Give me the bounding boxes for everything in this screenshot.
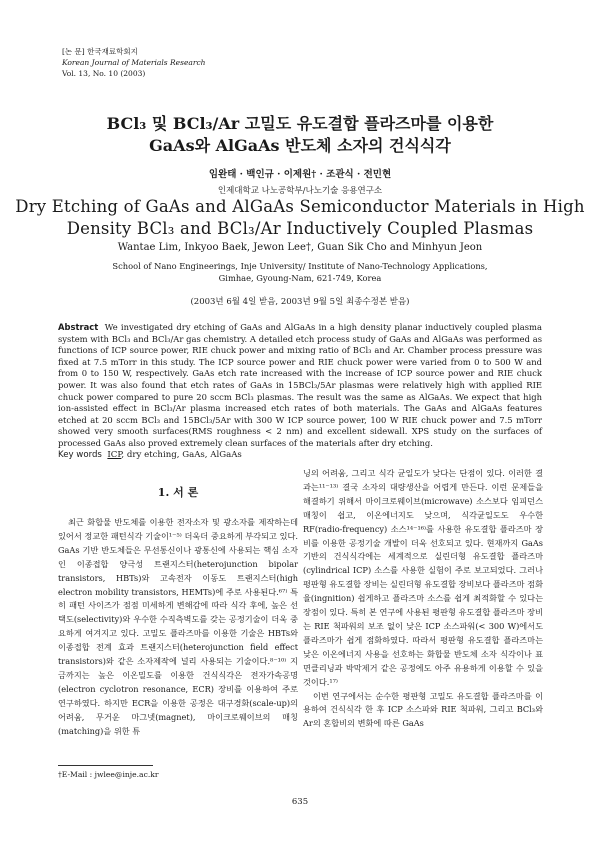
- journal-header-line2: Korean Journal of Materials Research: [62, 58, 206, 67]
- abstract-text: We investigated dry etching of GaAs and AlGaAs in a high density planar inductively coupled plasma system with BCl₃ and BCl₃/Ar gas chemistry. A detailed etch process study of GaAs and AlGaAs was performed as functions of ICP source power, RIE chuck power and mixing ratio of BCl₃ and Ar. Chamber process pressure was fixed at 7.5 mTorr in this study. The ICP source power and RIE chuck power were varied from 0 to 500 W and from 0 to 150 W, respectively. GaAs etch rate increased with the increase of ICP source power and RIE chuck power. It was also found that etch rates of GaAs in 15BCl₃/5Ar plasmas were relatively high with applied RIE chuck power compared to pure 20 sccm BCl₃ plasmas. The result was the same as AlGaAs. We expect that high ion-assisted effect in BCl₃/Ar plasma increased etch rates of both materials. The GaAs and AlGaAs features etched at 20 sccm BCl₃ and 15BCl₃/5Ar with 300 W ICP source power, 100 W RIE chuck power and 7.5 mTorr showed very smooth surfaces(RMS roughness < 2 nm) and excellent sidewall. XPS study on the surfaces of processed GaAs also proved extremely clean surfaces of the materials after dry etching.: [58, 322, 542, 448]
- section-heading-introduction: 1. 서 론: [157, 486, 199, 499]
- korean-authors: 임완태 · 백인규 · 이제원† · 조관식 · 전민현: [208, 169, 392, 180]
- body-right-column: [303, 467, 543, 731]
- english-affiliation-line2: Gimhae, Gyoung-Nam, 621-749, Korea: [218, 273, 382, 283]
- journal-header-line1: [논 문] 한국재료학회지: [62, 47, 138, 56]
- english-title-line1: Dry Etching of GaAs and AlGaAs Semiconductor Materials in High: [15, 197, 585, 216]
- journal-header: [62, 46, 205, 79]
- journal-header-line3: Vol. 13, No. 10 (2003): [62, 69, 146, 78]
- abstract: [58, 322, 542, 450]
- korean-affiliation: 인제대학교 나노공학부/나노기술 응용연구소: [217, 186, 383, 196]
- english-affiliation-line1: School of Nano Engineerings, Inje University/ Institute of Nano-Technology Applications,: [112, 261, 488, 271]
- korean-title-line1: BCl₃ 및 BCl₃/Ar 고밀도 유도결합 플라즈마를 이용한: [106, 114, 494, 133]
- body-right-paragraph-2: 이번 연구에서는 순수한 평판형 고밀도 유도결합 플라즈마를 이용하여 건식식각 한 후 ICP 소스파와 RIE 척파워, 그리고 BCl₃와 Ar의 혼합비의 변화에 따른 GaAs: [303, 690, 543, 729]
- body-left-paragraph: 최근 화합물 반도체를 이용한 전자소자 및 광소자를 제작하는데 있어서 정교한 패턴식각 기술이¹⁻⁵⁾ 더욱더 중요하게 부각되고 있다. GaAs 기반 반도체들은 무선통신이나 광통신에 사용되는 핵심 소자인 이종접합 양극성 트랜지스터(heterojunction bipolar transistors, HBTs)와 고속전자 이동도 트랜지스터(high electron mobility transistors, HEMTs)에 주로 사용된다.⁶⁷⁾ 특히 패턴 사이즈가 점점 미세하게 변해감에 따라 식각 후에, 높은 선택도(selectivity)와 우수한 수직측벽도를 갖는 공정기술이 더욱 중요하게 여겨지고 있다. 고밀도 플라즈마를 이용한 기술은 HBTs와 이종접합 전계 효과 트랜지스터(heterojunction field effect transistors)와 같은 소자제작에 널리 사용되는 기술이다.⁸⁻¹⁰⁾ 지금까지는 높은 이온밀도를 이용한 건식식각은 전자가속공명(electron cyclotron resonance, ECR) 장비를 이용하여 주로 연구하였다. 하지만 ECR을 이용한 공정은 대구경화(scale-up)의 어려움, 무거운 마그넷(magnet), 마이크로웨이브의 매칭(matching)을 위한 튜: [58, 517, 298, 736]
- korean-title: [0, 113, 600, 157]
- keyword-icp-link[interactable]: ICP: [107, 450, 122, 460]
- footnote-email: †E-Mail : jwlee@inje.ac.kr: [58, 770, 159, 779]
- english-authors: Wantae Lim, Inkyoo Baek, Jewon Lee†, Guan Sik Cho and Minhyun Jeon: [117, 242, 483, 253]
- korean-title-line2: GaAs와 AlGaAs 반도체 소자의 건식식각: [149, 136, 451, 155]
- english-title: [0, 196, 600, 240]
- body-right-paragraph-1: 닝의 어려움, 그리고 식각 균일도가 낮다는 단점이 있다. 이러한 결과는¹¹⁻¹³⁾ 결국 소자의 대량생산을 어렵게 만든다. 이런 문제들을 해결하기 위해서 마이크로웨이브(microwave) 소스보다 임피던스 매칭이 쉽고, 이온에너지도 낮으며, 식각균일도도 우수한 RF(radio-frequency) 소스¹⁴⁻¹⁶⁾를 사용한 유도결합 플라즈마 장비를 이용한 공정기술 개발이 더욱 선호되고 있다. 현재까지 GaAs 기반의 건식식각에는 세계적으로 실린더형 유도결합 플라즈마(cylindrical ICP) 소스를 사용한 실험이 주로 보고되었다. 그러나 평판형 유도결합 장비는 실린더형 유도결합 장비보다 플라즈마 점화율(ingnition) 쉽게하고 플라즈마 소스를 쉽게 최적화할 수 있다는 장점이 있다. 특히 본 연구에 사용된 평판형 유도결합 플라즈마 장비는 RIE 척파워의 보조 없이 낮은 ICP 소스파워(< 300 W)에서도 플라즈마가 쉽게 점화하였다. 따라서 평판형 유도결합 플라즈마는 낮은 이온에너지 사용을 선호하는 화합물 반도체 소자 식각이나 표면클리닝과 박막제거 같은 공정에도 아주 유용하게 이용할 수 있을 것이다.¹⁷⁾: [303, 468, 543, 687]
- received-dates: (2003년 6월 4일 받음, 2003년 9월 5일 최종수정본 받음): [190, 297, 410, 307]
- abstract-label: Abstract: [58, 322, 99, 332]
- keywords-label: Key words: [58, 450, 102, 460]
- body-left-column: [58, 516, 298, 739]
- keywords-rest: , dry etching, GaAs, AlGaAs: [121, 450, 242, 460]
- footnote-divider: [58, 765, 153, 766]
- english-title-line2: Density BCl₃ and BCl₃/Ar Inductively Coupled Plasmas: [66, 219, 534, 238]
- page-number: 635: [291, 797, 309, 807]
- keywords: [58, 450, 242, 460]
- english-affiliation: [0, 260, 600, 284]
